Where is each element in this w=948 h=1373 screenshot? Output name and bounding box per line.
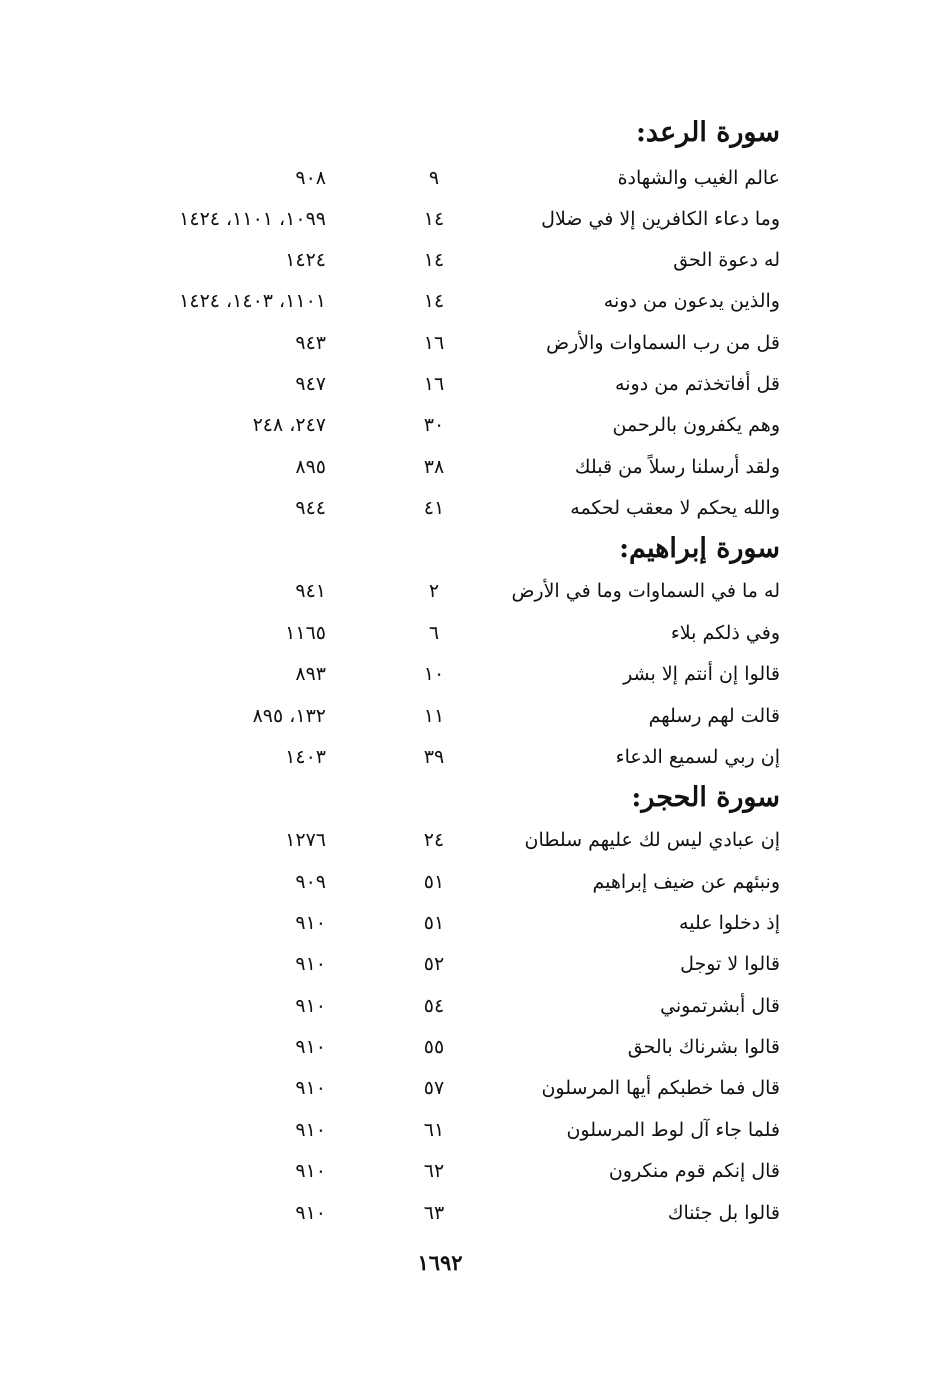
verse-phrase: فلما جاء آل لوط المرسلون	[566, 1119, 780, 1141]
verse-number: ١١	[423, 705, 445, 727]
index-row	[0, 1110, 948, 1151]
page-references: ٩٤٧	[295, 373, 326, 395]
verse-number: ٥٧	[423, 1077, 445, 1099]
index-row	[0, 986, 948, 1027]
page-references: ٩٠٩	[295, 871, 326, 893]
index-row	[0, 405, 948, 446]
verse-number: ٥١	[423, 871, 445, 893]
verse-number: ٣٠	[423, 414, 445, 436]
verse-phrase: قالوا بل جئناك	[667, 1202, 780, 1224]
index-row	[0, 862, 948, 903]
page-references: ٨٩٣	[295, 663, 326, 685]
verse-number: ٥٥	[423, 1036, 445, 1058]
index-row	[0, 613, 948, 654]
verse-number: ٩	[428, 167, 440, 189]
verse-number: ١٠	[423, 663, 445, 685]
verse-number: ٥٤	[423, 995, 445, 1017]
verse-phrase: له دعوة الحق	[673, 249, 780, 271]
page-references: ٩٠٨	[295, 167, 326, 189]
verse-phrase: إن ربي لسميع الدعاء	[615, 746, 780, 768]
verse-number: ١٤	[423, 249, 445, 271]
page-references: ٩١٠	[295, 1077, 326, 1099]
verse-number: ٤١	[423, 497, 445, 519]
page-references: ٩١٠	[295, 1119, 326, 1141]
verse-number: ٦	[428, 622, 440, 644]
verse-phrase: وهم يكفرون بالرحمن	[612, 414, 780, 436]
verse-number: ٦٢	[423, 1160, 445, 1182]
verse-phrase: وفي ذلكم بلاء	[670, 622, 780, 644]
verse-phrase: ولقد أرسلنا رسلاً من قبلك	[574, 456, 780, 478]
index-row	[0, 571, 948, 612]
verse-number: ٣٨	[423, 456, 445, 478]
index-row	[0, 820, 948, 861]
page-references: ١٤٢٤	[285, 249, 326, 271]
verse-phrase: عالم الغيب والشهادة	[617, 167, 780, 189]
verse-number: ٥٢	[423, 953, 445, 975]
index-row	[0, 323, 948, 364]
verse-number: ١٤	[423, 208, 445, 230]
page-references: ٢٤٧، ٢٤٨	[252, 414, 326, 436]
verse-phrase: وما دعاء الكافرين إلا في ضلال	[541, 208, 780, 230]
index-row	[0, 447, 948, 488]
verse-number: ٦٣	[423, 1202, 445, 1224]
page-number: ١٦٩٢	[417, 1250, 463, 1275]
index-row	[0, 737, 948, 778]
index-row	[0, 199, 948, 240]
page-references: ١١٦٥	[285, 622, 326, 644]
index-row	[0, 1151, 948, 1192]
page-references: ٩١٠	[295, 1160, 326, 1182]
verse-phrase: قالت لهم رسلهم	[648, 705, 780, 727]
page-references: ١١٠١، ١٤٠٣، ١٤٢٤	[179, 290, 326, 312]
verse-number: ١٦	[423, 332, 445, 354]
verse-phrase: إذ دخلوا عليه	[679, 912, 780, 934]
verse-phrase: قال فما خطبكم أيها المرسلون	[541, 1077, 780, 1099]
verse-phrase: والذين يدعون من دونه	[603, 290, 780, 312]
verse-number: ١٤	[423, 290, 445, 312]
page-references: ٩١٠	[295, 1202, 326, 1224]
page-references: ١٢٧٦	[285, 829, 326, 851]
page-references: ٩٤٤	[295, 497, 326, 519]
index-row	[0, 1068, 948, 1109]
index-row	[0, 903, 948, 944]
verse-phrase: قالوا إن أنتم إلا بشر	[623, 663, 780, 685]
verse-phrase: قل أفاتخذتم من دونه	[615, 373, 780, 395]
section-heading-hijr: سورة الحجر:	[631, 782, 780, 813]
page-references: ١٠٩٩، ١١٠١، ١٤٢٤	[179, 208, 326, 230]
section-heading-raad: سورة الرعد:	[635, 117, 780, 148]
verse-phrase: والله يحكم لا معقب لحكمه	[570, 497, 780, 519]
index-row	[0, 1193, 948, 1234]
index-row	[0, 158, 948, 199]
verse-number: ٢٤	[423, 829, 445, 851]
verse-number: ٦١	[423, 1119, 445, 1141]
index-row	[0, 240, 948, 281]
verse-phrase: إن عبادي ليس لك عليهم سلطان	[524, 829, 780, 851]
page-references: ٩١٠	[295, 1036, 326, 1058]
index-row	[0, 654, 948, 695]
section-heading-ibrahim: سورة إبراهيم:	[619, 533, 780, 564]
verse-phrase: قال إنكم قوم منكرون	[608, 1160, 780, 1182]
page-references: ٨٩٥	[295, 456, 326, 478]
verse-number: ٢	[428, 580, 440, 602]
verse-number: ٥١	[423, 912, 445, 934]
index-row	[0, 364, 948, 405]
index-row	[0, 488, 948, 529]
page-references: ٩١٠	[295, 953, 326, 975]
page-references: ١٣٢، ٨٩٥	[252, 705, 326, 727]
index-row	[0, 281, 948, 322]
index-row	[0, 696, 948, 737]
verse-number: ٣٩	[423, 746, 445, 768]
verse-phrase: قل من رب السماوات والأرض	[546, 332, 780, 354]
verse-number: ١٦	[423, 373, 445, 395]
page-references: ٩١٠	[295, 912, 326, 934]
page-references: ٩٤٣	[295, 332, 326, 354]
page-references: ١٤٠٣	[285, 746, 326, 768]
verse-phrase: قالوا لا توجل	[680, 953, 780, 975]
verse-phrase: قال أبشرتموني	[660, 995, 780, 1017]
verse-phrase: ونبئهم عن ضيف إبراهيم	[592, 871, 780, 893]
page-references: ٩١٠	[295, 995, 326, 1017]
index-row	[0, 944, 948, 985]
verse-phrase: قالوا بشرناك بالحق	[627, 1036, 780, 1058]
verse-phrase: له ما في السماوات وما في الأرض	[511, 580, 780, 602]
index-row	[0, 1027, 948, 1068]
page-references: ٩٤١	[295, 580, 326, 602]
